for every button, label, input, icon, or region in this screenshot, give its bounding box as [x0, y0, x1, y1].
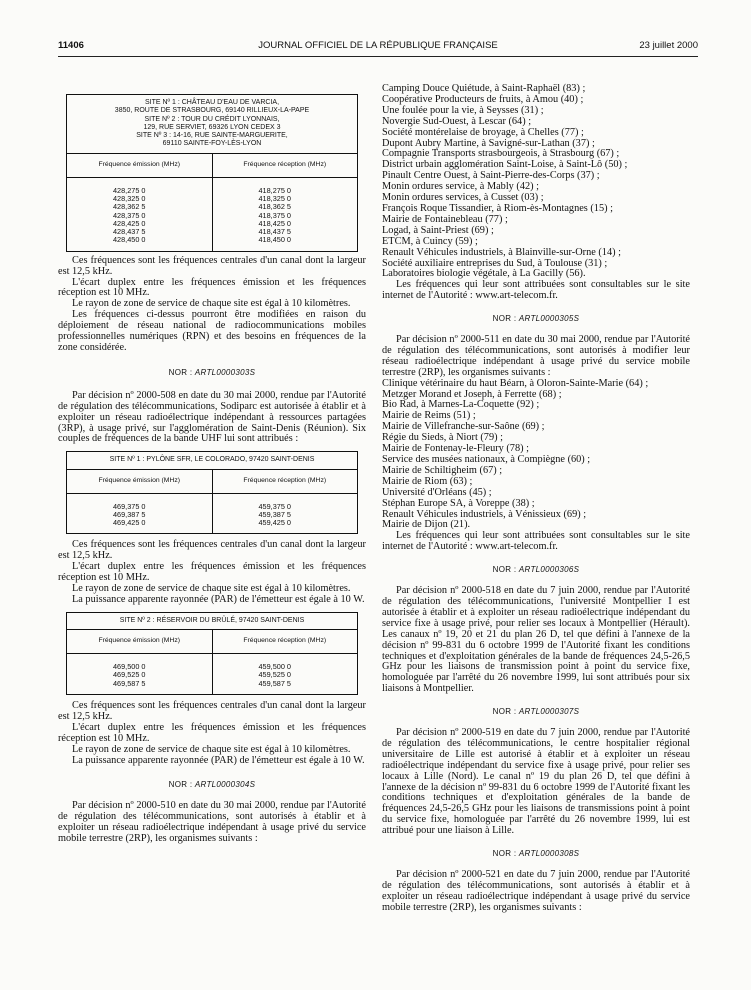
- column-header-reception: Fréquence réception (MHz): [243, 476, 327, 484]
- reception-value: 459,375 0: [258, 501, 291, 511]
- list-item: Camping Douce Quiétude, à Saint-Raphaël (83) ;: [382, 83, 586, 94]
- paragraph: Ces fréquences sont les fréquences centrales d'un canal dont la largeur est 12,5 kHz.: [58, 699, 366, 722]
- reception-value: 418,425 0: [258, 218, 291, 228]
- emission-value: 469,375 0: [113, 501, 146, 511]
- paragraph: Les fréquences ci-dessus pourront être modifiées en raison du déploiement de réseau national de radiocommunications mobiles professionnelles numériques (RPN) et des besoins en fréquences de la zone considérée.: [58, 309, 366, 354]
- list-item: Mairie de Fontainebleau (77) ;: [382, 213, 508, 225]
- list-item: Monin ordures service, à Mably (42) ;: [382, 181, 539, 193]
- reception-value: 418,437 5: [258, 227, 291, 237]
- nor-label: NOR :: [492, 849, 519, 859]
- paragraph: Le rayon de zone de service de chaque site est égal à 10 kilomètres.: [72, 298, 351, 310]
- paragraph: Les fréquences qui leur sont attribuées sont consultables sur le site internet de l'Autorité : www.art-telecom.fr.: [382, 279, 690, 302]
- site-line: 129, RUE SERVIET, 69326 LYON CEDEX 3: [143, 123, 281, 131]
- table-site-header: [67, 95, 357, 154]
- nor-code: ARTL0000306S: [518, 565, 580, 575]
- paragraph: Par décision nº 2000-519 en date du 7 juin 2000, rendue par l'Autorité de régulation des télécommunications, le centre hospitalier régional universitaire de Lille est autorisé à établir et à exploiter un réseau radioélectrique indépendant du service fixe à usage privé, pour relier ses locaux à Lille (Nord). Le canal nº 19 du plan 26 D, tel que défini à l'annexe de la décision nº 99-831 du 6 octobre 1999 de l'Autorité fixant les conditions techniques et d'exploitation générales de la bande de fréquences 24,5-26,5 GHz pour les liaisons de transmissions point à point du service fixe, homologuée par l'arrêté du 26 novembre 1999, lui est attribué pour une liaison à Lille.: [382, 727, 690, 837]
- frequency-table-3: [66, 612, 358, 695]
- column-header-emission: Fréquence émission (MHz): [67, 154, 213, 177]
- reception-value: 459,387 5: [258, 509, 291, 519]
- frequency-table-2: [66, 451, 358, 534]
- emission-value: 428,450 0: [113, 235, 146, 245]
- nor-reference: [58, 780, 366, 791]
- emission-value: 428,425 0: [113, 218, 146, 228]
- header-rule: [58, 56, 698, 57]
- emission-value: 469,387 5: [113, 509, 146, 519]
- list-item: François Roque Tissandier, à Riom-ès-Montagnes (15) ;: [382, 202, 613, 214]
- list-item: Société auxiliaire entreprises du Sud, à Toulouse (31) ;: [382, 257, 608, 269]
- nor-reference: [382, 314, 690, 325]
- reception-value: 418,375 0: [258, 210, 291, 220]
- paragraph: Le rayon de zone de service de chaque site est égal à 10 kilomètres.: [72, 743, 351, 755]
- table-column-headers: [67, 630, 357, 654]
- list-item: Renault Véhicules industriels, à Blainville-sur-Orne (14) ;: [382, 246, 621, 258]
- reception-column: [213, 178, 358, 251]
- list-item: Renault Véhicules industriels, à Vénissieux (69) ;: [382, 508, 587, 520]
- nor-reference: [382, 707, 690, 718]
- list-item: Novergie Sud-Ouest, à Lescar (64) ;: [382, 115, 532, 127]
- site-line: SITE Nº 2 : TOUR DU CRÉDIT LYONNAIS,: [144, 115, 280, 123]
- site-line: SITE Nº 2 : RÉSERVOIR DU BRÛLÉ, 97420 SAINT-DENIS: [119, 616, 305, 624]
- emission-column: [67, 494, 213, 534]
- nor-reference: [58, 368, 366, 379]
- nor-reference: [382, 849, 690, 860]
- journal-title: JOURNAL OFFICIEL DE LA RÉPUBLIQUE FRANÇAISE: [258, 40, 498, 51]
- paragraph: Ces fréquences sont les fréquences centrales d'un canal dont la largeur est 12,5 kHz.: [58, 539, 366, 562]
- paragraph: Par décision nº 2000-511 en date du 30 mai 2000, rendue par l'Autorité de régulation des télécommunications, sont autorisés à modifier leur réseau radioélectrique indépendant à usage privé du service mobile terrestre (2RP), les organismes suivants :: [382, 334, 690, 378]
- list-item: Une foulée pour la vie, à Seysses (31) ;: [382, 104, 544, 116]
- reception-value: 418,362 5: [258, 202, 291, 212]
- site-line: 69110 SAINTE-FOY-LÈS-LYON: [162, 140, 262, 148]
- nor-code: ARTL0000303S: [194, 367, 256, 377]
- site-line: SITE Nº 1 : PYLÔNE SFR, LE COLORADO, 97420 SAINT-DENIS: [109, 456, 315, 464]
- paragraph: Par décision nº 2000-521 en date du 7 juin 2000, rendue par l'Autorité de régulation des télécommunications, sont autorisés à établir et à exploiter un réseau radioélectrique indépendant à usage privé du service mobile terrestre (2RP), les organismes suivants :: [382, 869, 690, 913]
- column-header-emission: Fréquence émission (MHz): [67, 630, 213, 653]
- nor-reference: [382, 565, 690, 576]
- list-item: ETCM, à Cuincy (59) ;: [382, 235, 478, 247]
- list-item: Logad, à Saint-Priest (69) ;: [382, 224, 494, 236]
- list-item: Pinault Centre Ouest, à Saint-Pierre-des-Corps (37) ;: [382, 170, 600, 182]
- page-number: 11406: [58, 40, 84, 51]
- nor-label: NOR :: [492, 707, 519, 717]
- reception-value: 418,275 0: [258, 185, 291, 195]
- list-item: Mairie de Fontenay-le-Fleury (78) ;: [382, 443, 529, 455]
- paragraph: Ces fréquences sont les fréquences centrales d'un canal dont la largeur est 12,5 kHz.: [58, 254, 366, 277]
- list-item: Mairie de Villefranche-sur-Saône (69) ;: [382, 421, 545, 433]
- emission-column: [67, 654, 213, 694]
- site-line: SITE Nº 1 : CHÂTEAU D'EAU DE VARCIA,: [144, 99, 280, 106]
- list-item: Stéphan Europe SA, à Voreppe (38) ;: [382, 497, 535, 509]
- list-item: Compagnie Transports strasbourgeois, à Strasbourg (67) ;: [382, 148, 620, 160]
- table-values: [67, 178, 357, 251]
- nor-code: ARTL0000308S: [518, 849, 580, 859]
- frequency-table-1: [66, 94, 358, 252]
- table-values: [67, 654, 357, 694]
- site-line: 3850, ROUTE DE STRASBOURG, 69140 RILLIEUX-LA-PAPE: [114, 107, 310, 115]
- emission-value: 428,275 0: [113, 185, 146, 195]
- table-column-headers: [67, 154, 357, 178]
- emission-value: 469,500 0: [113, 662, 146, 672]
- reception-value: 418,450 0: [258, 235, 291, 245]
- reception-column: [213, 494, 358, 534]
- list-item: Laboratoires biologie végétale, à La Gacilly (56).: [382, 268, 586, 280]
- paragraph: Les fréquences qui leur sont attribuées sont consultables sur le site internet de l'Autorité : www.art-telecom.fr.: [382, 530, 690, 553]
- paragraph: Par décision nº 2000-518 en date du 7 juin 2000, rendue par l'Autorité de régulation des télécommunications, l'université Montpellier I est autorisée à établir et à exploiter un réseau radioélectrique indépendant du service fixe à usage privé, pour relier ses locaux à Montpellier (Hérault). Les canaux nº 19, 20 et 21 du plan 26 D, tel que défini à l'annexe de la décision nº 99-831 du 6 octobre 1999 de l'Autorité fixant les conditions techniques et d'exploitation générales de la bande de fréquences 24,5-26,5 GHz pour les liaisons de transmission point à point du service fixe, homologuée par l'arrêté du 26 novembre 1999, lui sont attribués pour six liaisons à Montpellier.: [382, 585, 690, 695]
- reception-value: 459,500 0: [258, 662, 291, 672]
- page-header: [58, 40, 698, 54]
- emission-value: 428,362 5: [113, 202, 146, 212]
- reception-value: 459,425 0: [258, 518, 291, 528]
- nor-label: NOR :: [492, 565, 519, 575]
- paragraph: La puissance apparente rayonnée (PAR) de l'émetteur est égale à 10 W.: [72, 593, 365, 605]
- list-item: Mairie de Dijon (21).: [382, 519, 471, 531]
- list-item: Régie du Sieds, à Niort (79) ;: [382, 432, 503, 444]
- list-item: Bio Rad, à Marnes-La-Coquette (92) ;: [382, 399, 540, 411]
- list-item: Dupont Aubry Martine, à Savigné-sur-Lathan (37) ;: [382, 137, 595, 149]
- list-item: Société montérelaise de broyage, à Chelles (77) ;: [382, 126, 584, 138]
- paragraph: Le rayon de zone de service de chaque site est égal à 10 kilomètres.: [72, 583, 351, 595]
- emission-value: 428,437 5: [113, 227, 146, 237]
- table-site-header: [67, 452, 357, 469]
- nor-code: ARTL0000307S: [518, 707, 580, 717]
- emission-value: 428,375 0: [113, 210, 146, 220]
- paragraph: La puissance apparente rayonnée (PAR) de l'émetteur est égale à 10 W.: [72, 754, 365, 766]
- nor-code: ARTL0000304S: [194, 780, 256, 790]
- reception-value: 459,525 0: [258, 670, 291, 680]
- paragraph: L'écart duplex entre les fréquences émission et les fréquences réception est 10 MHz.: [58, 561, 366, 584]
- column-header-emission: Fréquence émission (MHz): [67, 470, 213, 493]
- list-item: Metzger Morand et Joseph, à Ferrette (68) ;: [382, 388, 562, 400]
- reception-column: [213, 654, 358, 694]
- emission-value: 469,525 0: [113, 670, 146, 680]
- list-item: Mairie de Riom (63) ;: [382, 475, 473, 487]
- emission-value: 469,425 0: [113, 518, 146, 528]
- paragraph: Par décision nº 2000-510 en date du 30 mai 2000, rendue par l'Autorité de régulation des télécommunications, sont autorisés à établir et à exploiter un réseau radioélectrique indépendant à usage privé du service mobile terrestre (2RP), les organismes suivants :: [58, 800, 366, 845]
- list-item: Service des musées nationaux, à Compiègne (60) ;: [382, 454, 591, 465]
- nor-label: NOR :: [168, 780, 195, 790]
- reception-value: 459,587 5: [258, 678, 291, 688]
- table-values: [67, 494, 357, 534]
- paragraph: L'écart duplex entre les fréquences émission et les fréquences réception est 10 MHz.: [58, 276, 366, 299]
- list-item: Clinique vétérinaire du haut Béarn, à Oloron-Sainte-Marie (64) ;: [382, 377, 649, 389]
- emission-column: [67, 178, 213, 251]
- reception-value: 418,325 0: [258, 193, 291, 203]
- nor-label: NOR :: [492, 314, 519, 324]
- issue-date: 23 juillet 2000: [639, 40, 698, 51]
- list-item: Coopérative Producteurs de fruits, à Amou (40) ;: [382, 93, 584, 105]
- emission-value: 469,587 5: [113, 678, 146, 688]
- nor-label: NOR :: [168, 367, 195, 377]
- table-column-headers: [67, 470, 357, 494]
- left-column: [58, 94, 366, 845]
- table-site-header: [67, 613, 357, 630]
- column-header-reception: Fréquence réception (MHz): [243, 160, 327, 168]
- site-line: SITE Nº 3 : 14-16, RUE SAINTE-MARGUERITE,: [136, 132, 288, 140]
- column-header-reception: Fréquence réception (MHz): [243, 637, 327, 645]
- list-item: Mairie de Reims (51) ;: [382, 410, 476, 422]
- list-item: Monin ordures services, à Cusset (03) ;: [382, 192, 544, 204]
- list-item: District urbain agglomération Saint-Loise, à Saint-Lô (50) ;: [382, 159, 628, 171]
- right-column: [382, 84, 690, 914]
- emission-value: 428,325 0: [113, 193, 146, 203]
- paragraph: L'écart duplex entre les fréquences émission et les fréquences réception est 10 MHz.: [58, 721, 366, 744]
- list-item: Mairie de Schiltigheim (67) ;: [382, 464, 503, 476]
- nor-code: ARTL0000305S: [518, 314, 580, 324]
- list-item: Université d'Orléans (45) ;: [382, 486, 492, 498]
- paragraph: Par décision nº 2000-508 en date du 30 mai 2000, rendue par l'Autorité de régulation des télécommunications, Sodiparc est autorisée à établir et à exploiter un réseau radioélectrique indépendant à ressources partagées (3RP), à usage privé, sur l'agglomération de Saint-Denis (Réunion). Six couples de fréquences de la bande UHF lui sont attribués :: [58, 389, 366, 445]
